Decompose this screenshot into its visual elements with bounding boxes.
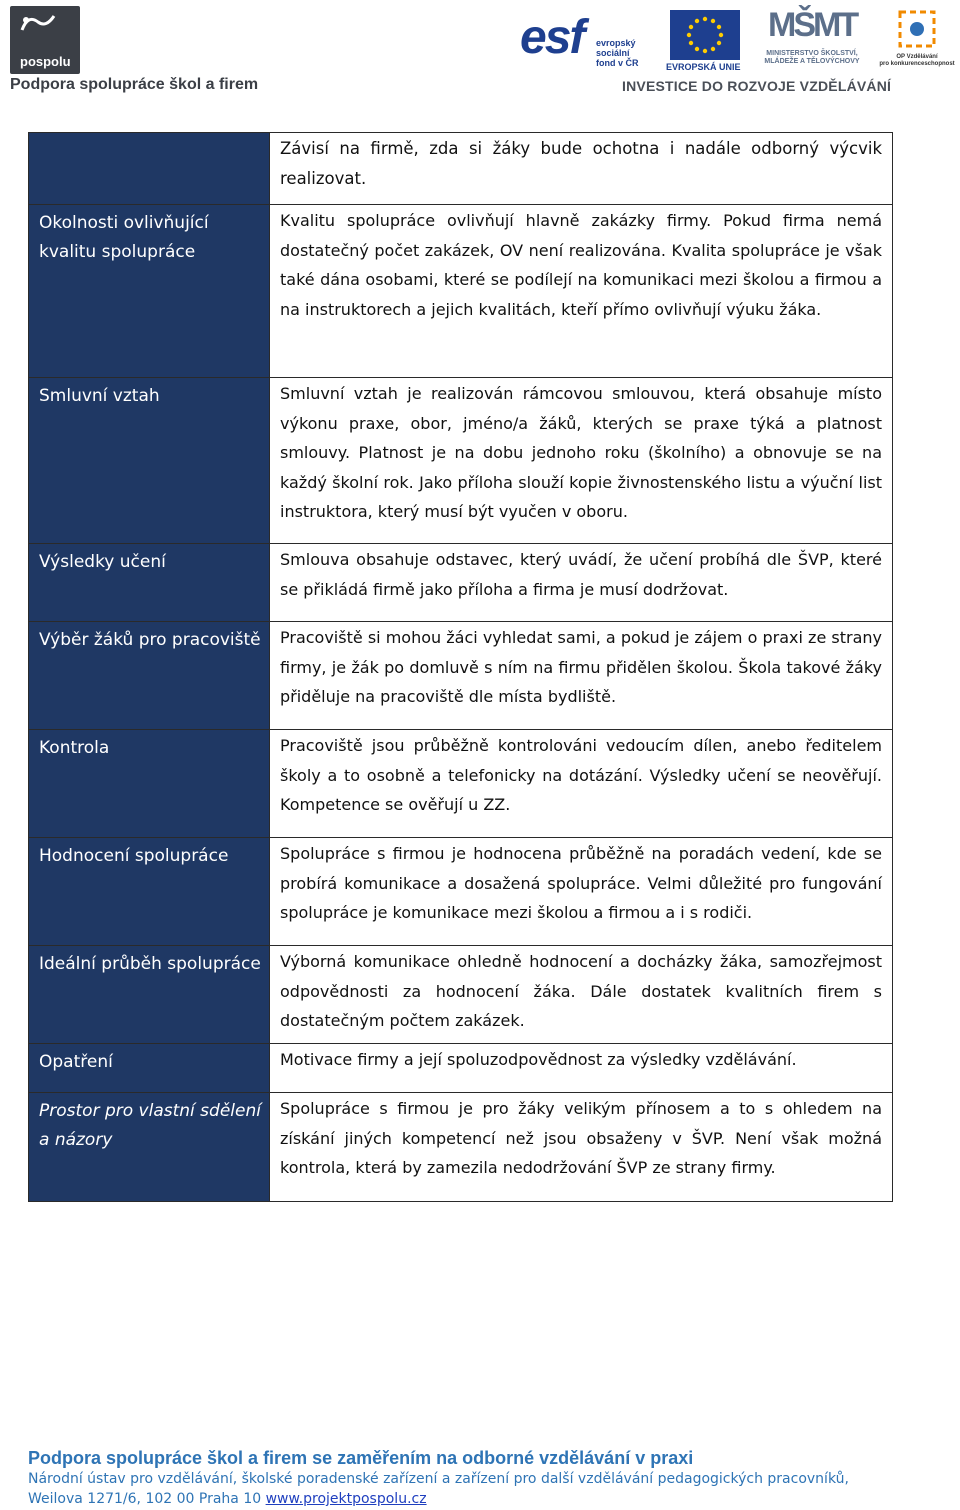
row-text: Pracoviště jsou průběžně kontrolováni vedoucím dílen, anebo ředitelem školy a to osobně a telefonicky na dotázání. Výsledky učení se neověřují. Kompetence se ověřují u ZZ. [270, 730, 893, 838]
esf-text-line: fond v ČR [596, 58, 639, 68]
brand-subtitle: Podpora spolupráce škol a firem [10, 76, 259, 93]
row-label: Kontrola [29, 730, 270, 838]
page-header [0, 0, 960, 110]
row-text: Výborná komunikace ohledně hodnocení a docházky žáka, samozřejmost odpovědnosti za hodnocení žáka. Dále dostatek kvalitních firem s dostatečným počtem zakázek. [270, 946, 893, 1044]
page-footer [28, 1447, 948, 1509]
pospolu-logo-mark [10, 6, 80, 74]
esf-text-line: evropský [596, 38, 636, 48]
project-website-link[interactable]: www.projektpospolu.cz [265, 1491, 427, 1507]
pospolu-logo [6, 6, 259, 98]
row-text: Závisí na firmě, zda si žáky bude ochotna i nadále odborný výcvik realizovat. [270, 133, 893, 205]
op-vk-text [874, 54, 960, 68]
eu-flag-icon [670, 10, 740, 60]
esf-mark: esf [520, 11, 584, 64]
row-label: Hodnocení spolupráce [29, 838, 270, 946]
esf-text-line: sociální [596, 48, 630, 58]
pospolu-word: pospolu [20, 54, 71, 69]
row-label: Výsledky učení [29, 544, 270, 622]
row-label [29, 133, 270, 205]
footer-address-line [28, 1489, 948, 1509]
table-row [29, 946, 893, 1044]
row-text: Spolupráce s firmou je pro žáky velikým přínosem a to s ohledem na získání jiných kompetencí než jsou obsaženy v ŠVP. Není však možná kontrola, která by zamezila nedodržování ŠVP ze strany firmy. [270, 1093, 893, 1202]
msmt-mark: MŠMT [768, 6, 857, 44]
table-row [29, 205, 893, 378]
table-row [29, 544, 893, 622]
table-row [29, 378, 893, 544]
msmt-text [752, 50, 872, 66]
row-text: Pracoviště si mohou žáci vyhledat sami, a pokud je zájem o praxi ze strany firmy, je žák po domluvě s ním na firmu přidělen školou. Škola takové žáky přiděluje na pracoviště dle místa bydliště. [270, 622, 893, 730]
esf-logo [520, 10, 665, 72]
msmt-text-line: MLÁDEŽE A TĚLOVÝCHOVY [764, 58, 860, 65]
msmt-logo [752, 4, 872, 74]
table-row [29, 622, 893, 730]
table-row [29, 133, 893, 205]
eu-stars-icon [670, 10, 740, 60]
table-row [29, 838, 893, 946]
footer-institution: Národní ústav pro vzdělávání, školské poradenské zařízení a zařízení pro další vzdělávání pedagogických pracovníků, [28, 1471, 849, 1487]
pospolu-swirl-icon [18, 12, 58, 34]
row-label: Okolnosti ovlivňující kvalitu spolupráce [29, 205, 270, 378]
row-text: Smlouva obsahuje odstavec, který uvádí, že učení probíhá dle ŠVP, které se přikládá firmě jako příloha a firma je musí dodržovat. [270, 544, 893, 622]
row-label: Ideální průběh spolupráce [29, 946, 270, 1044]
row-text: Kvalitu spolupráce ovlivňují hlavně zakázky firmy. Pokud firma nemá dostatečný počet zakázek, OV není realizována. Kvalita spolupráce je však také dána osobami, které se podílejí na komunikaci mezi školou a firmou a na instruktorech a jejich kvalitách, kteří přímo ovlivňují výuku žáka. [270, 205, 893, 378]
row-text: Smluvní vztah je realizován rámcovou smlouvou, která obsahuje místo výkonu praxe, obor, jméno/a žáků, kterých se praxe týká a platnost smlouvy. Platnost je na dobu jednoho roku (školního) a obnovuje se na každý školní rok. Jako příloha slouží kopie živnostenského listu a výuční list instruktora, který musí být vyučen v oboru. [270, 378, 893, 544]
op-vk-text-line: OP Vzdělávání [896, 54, 938, 60]
esf-text [596, 38, 639, 68]
table-row [29, 1093, 893, 1202]
table-row [29, 1044, 893, 1093]
cooperation-table [28, 132, 893, 1202]
row-label: Smluvní vztah [29, 378, 270, 544]
row-label: Prostor pro vlastní sdělení a názory [29, 1093, 270, 1202]
footer-address: Weilova 1271/6, 102 00 Praha 10 [28, 1491, 266, 1507]
eu-label: EVROPSKÁ UNIE [666, 62, 741, 72]
table-row [29, 730, 893, 838]
op-vk-text-line: pro konkurenceschopnost [879, 61, 955, 67]
investment-banner: INVESTICE DO ROZVOJE VZDĚLÁVÁNÍ [622, 78, 892, 94]
row-text: Spolupráce s firmou je hodnocena průběžně na poradách vedení, kde se probírá komunikace a dosažená spolupráce. Velmi důležité pro fungování spolupráce je komunikace mezi školou a firmou a i s rodiči. [270, 838, 893, 946]
row-label: Opatření [29, 1044, 270, 1093]
op-vk-logo [874, 4, 960, 74]
row-text: Motivace firmy a její spoluzodpovědnost za výsledky vzdělávání. [270, 1044, 893, 1093]
msmt-text-line: MINISTERSTVO ŠKOLSTVÍ, [766, 50, 858, 57]
footer-title: Podpora spolupráce škol a firem se zaměřením na odborné vzdělávání v praxi [28, 1448, 694, 1468]
op-vk-emblem-icon [874, 4, 960, 54]
eu-logo-strip [520, 4, 960, 100]
row-label: Výběr žáků pro pracoviště [29, 622, 270, 730]
